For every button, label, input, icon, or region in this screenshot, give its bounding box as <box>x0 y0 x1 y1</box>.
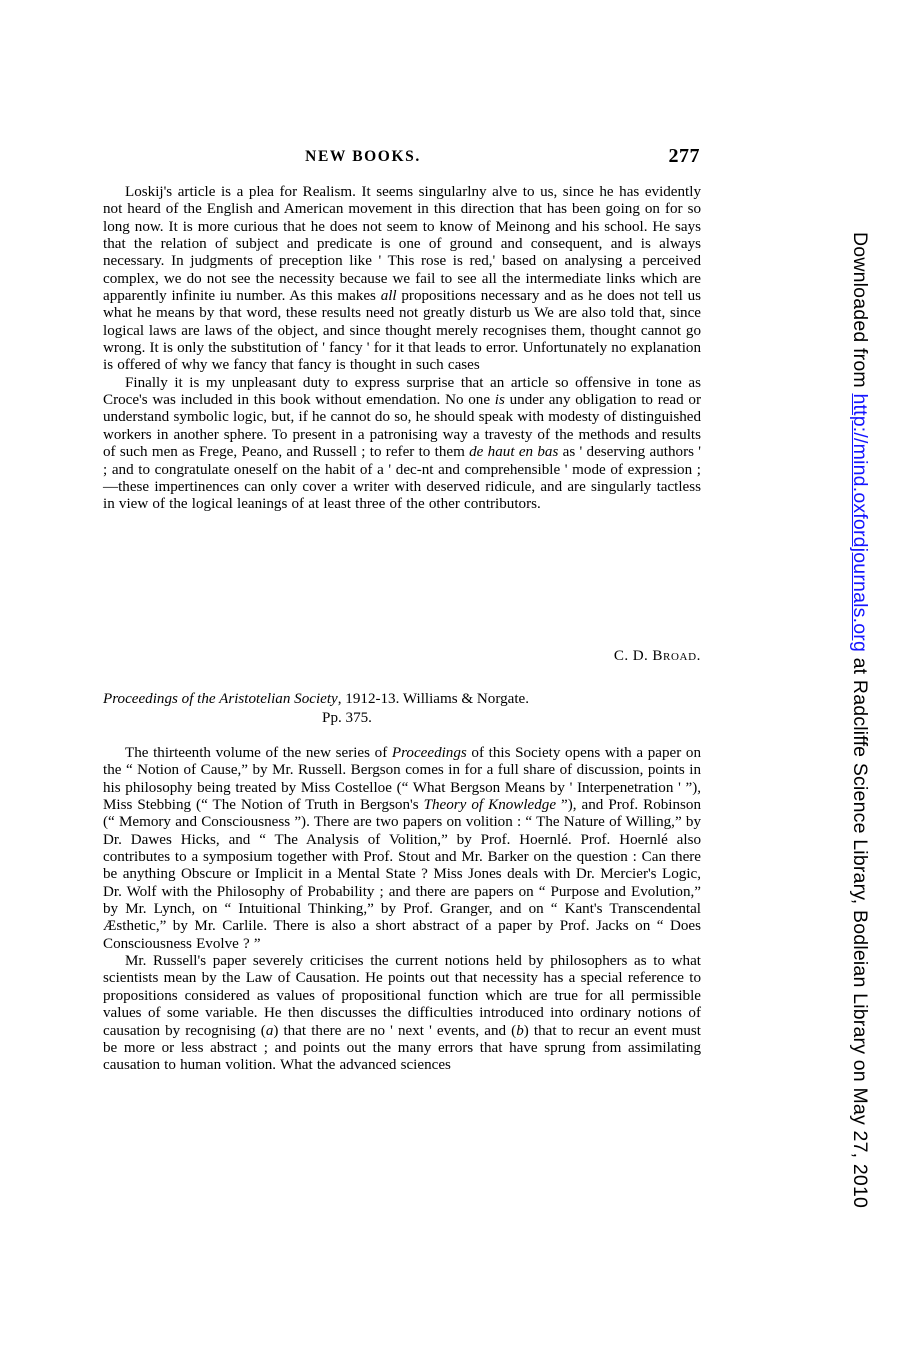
citation-title-line <box>103 690 701 709</box>
paragraph-text-cont: propositions necessary and as he does not tell us what he means by that word, these results need not greatly disturb us We are also told that, since logical laws are laws of the object, and since thought merely recognises them, thought cannot go wrong. It is only the substitution of ' fancy ' for it that leads to error. Unfortunately no explanation is offered of why we fancy that fancy is thought in such cases <box>103 288 701 374</box>
emphasis-b: b <box>516 1022 524 1039</box>
page-title: NEW BOOKS. <box>305 148 421 165</box>
paragraph-segment-c: ”), and Prof. Robinson (“ Memory and Consciousness ”). There are two papers on volition : “ The Nature of Willing,” by Dr. Dawes Hicks, and “ The Analysis of Volition,” by Prof. Hoernlé. Prof. Hoernlé also contributes to a symposium together with Prof. Stout and Mr. Barker on the question : Can there be anything Obscure or Implicit in a Mental State ? Miss Jones deals with Dr. Mercier's Logic, Dr. Wolf with the Philosophy of Probability ; and there are papers on “ Purpose and Evolution,” by Mr. Lynch, on “ Intuitional Thinking,” by Prof. Granger, and on “ Kant's Transcendental Æsthetic,” by Mr. Carlile. There is also a short abstract of a paper by Prof. Jacks on “ Does Consciousness Evolve ? ” <box>103 797 701 952</box>
citation-publisher: , 1912-13. Williams & Norgate. <box>337 691 530 707</box>
running-head <box>103 145 700 170</box>
paragraph-segment-a: Mr. Russell's paper severely criticises the current notions held by philosophers as to what scientists mean by the Law of Causation. He points out that necessity has a special reference to propositions considered as values of propositional function which are true for all permissible values of some variable. He then discusses the difficulties introduced into ordinary notions of causation by recognising ( <box>103 953 701 1039</box>
emphasis-proceedings: Proceedings <box>391 745 467 761</box>
signature-surname: Broad. <box>652 648 701 664</box>
emphasis-is: is <box>494 392 505 409</box>
signature-initials: C. D. <box>613 648 653 664</box>
emphasis-all: all <box>380 288 397 305</box>
paragraph-russell-causation <box>103 953 701 1074</box>
citation-title: Proceedings of the Aristotelian Society <box>103 691 338 707</box>
paragraph-text: Loskij's article is a plea for Realism. It seems singularlny alve to us, since he has evidently not heard of the English and American movement in this direction that has been going on for so long now. It is more curious that he does not seem to know of Meinong and his school. He says that the relation of subject and predicate is one of ground and consequent, and is always necessary. In judgments of preception like ' This rose is red,' based on analysing a perceived complex, we do not see the necessity because we fail to see all the intermediate links which are apparently infinite iu number. As this makes <box>103 184 701 305</box>
paragraph-segment-b: under any obligation to read or understand symbolic logic, but, if he cannot do so, he should speak with modesty of distinguished workers in another sphere. To present in a patronising way a travesty of the methods and results of such men as Frege, Peano, and Russell ; to refer to them <box>103 392 701 461</box>
paragraph-segment-b: of this Society opens with a paper on the “ Notion of Cause,” by Mr. Russell. Bergson comes in for a full share of discussion, points in his philosophy being treated by Miss Costelloe (“ What Bergson Means by ' Interpenetration ' ”), Miss Stebbing (“ The Notion of Truth in Bergson's <box>103 745 701 814</box>
page-number: 277 <box>668 145 700 167</box>
paragraph-segment-c: as ' deserving authors ' ; and to congratulate oneself on the habit of a ' dec-nt and comprehensible ' mode of expression ; —these impertinences can only cover a writer with deserved ridicule, and are singularly tactless in view of the logical leanings of at least three of the other contributors. <box>103 444 701 513</box>
journal-url-link[interactable]: http://mind.oxfordjournals.org <box>849 393 871 653</box>
reviewer-signature <box>103 648 701 665</box>
book-citation <box>103 690 701 728</box>
download-stamp-text <box>848 232 872 1208</box>
paragraph-segment-c: ) that to recur an event must be more or less abstract ; and points out the many errors that have sprung from assimilating causation to human volition. What the advanced sciences <box>103 1022 701 1074</box>
download-stamp-suffix: at Radcliffe Science Library, Bodleian Library on May 27, 2010 <box>849 652 871 1209</box>
review-one-body <box>103 184 701 514</box>
download-stamp <box>845 232 879 1232</box>
emphasis-de-haut-en-bas: de haut en bas <box>469 444 559 461</box>
citation-pages: Pp. 375. <box>322 710 372 726</box>
paragraph-volume-contents <box>103 745 701 953</box>
download-stamp-prefix: Downloaded from <box>849 232 871 394</box>
review-two-body <box>103 745 701 1075</box>
paragraph-segment-a: The thirteenth volume of the new series of <box>125 745 392 761</box>
emphasis-a: a <box>265 1022 274 1039</box>
paragraph-segment-a: Finally it is my unpleasant duty to express surprise that an article so offensive in tone as Croce's was included in this book without emendation. No one <box>103 374 701 409</box>
emphasis-theory-of-knowledge: Theory of Knowledge <box>423 797 557 814</box>
paragraph-loskij <box>103 184 701 375</box>
paragraph-croce-criticism <box>103 375 701 514</box>
paragraph-segment-b: ) that there are no ' next ' events, and ( <box>273 1022 517 1039</box>
